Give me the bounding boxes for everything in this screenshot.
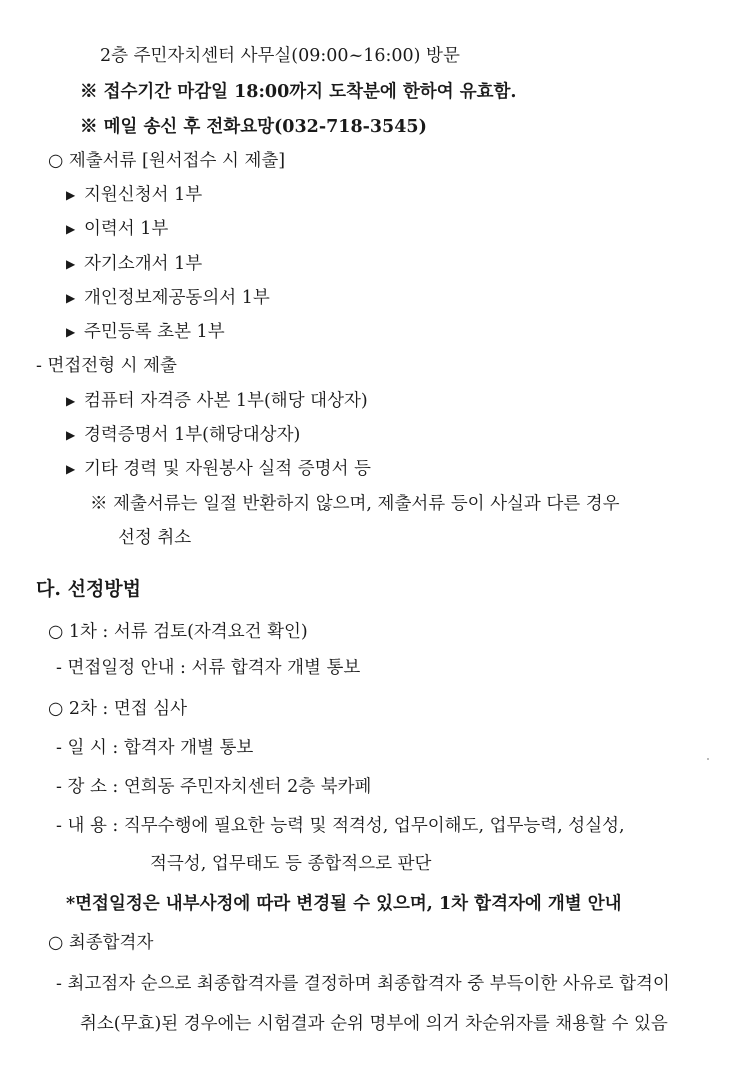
triangle-bullet-icon: ▶ [66, 222, 76, 236]
docs-note-line2: 선정 취소 [118, 528, 192, 548]
stage2-place-line: - 장 소 : 연희동 주민자치센터 2층 북카페 [56, 777, 372, 797]
docs-item: ▶ 이력서 1부 [66, 219, 169, 239]
docs-item: ▶ 자기소개서 1부 [66, 254, 203, 274]
interview-item: ▶ 컴퓨터 자격증 사본 1부(해당 대상자) [66, 391, 368, 411]
stage1-line: ○ 1차 : 서류 검토(자격요건 확인) [48, 622, 308, 642]
schedule-note: *면접일정은 내부사정에 따라 변경될 수 있으며, 1차 합격자에 개별 안내 [66, 894, 622, 914]
triangle-bullet-icon: ▶ [66, 462, 76, 476]
final-line2: 취소(무효)된 경우에는 시험결과 순위 명부에 의거 차순위자를 채용할 수 있음 [80, 1014, 668, 1034]
stage2-content-line1: - 내 용 : 직무수행에 필요한 능력 및 적격성, 업무이해도, 업무능력, 성실성, [56, 816, 625, 836]
stage2-date-line: - 일 시 : 합격자 개별 통보 [56, 738, 254, 758]
triangle-bullet-icon: ▶ [66, 188, 76, 202]
scan-speck [707, 758, 709, 760]
triangle-bullet-icon: ▶ [66, 325, 76, 339]
docs-item: ▶ 지원신청서 1부 [66, 185, 203, 205]
docs-header: ○ 제출서류 [원서접수 시 제출] [48, 151, 286, 171]
stage2-content-line2: 적극성, 업무태도 등 종합적으로 판단 [150, 854, 432, 874]
deadline-note: ※ 접수기간 마감일 18:00까지 도착분에 한하여 유효함. [80, 82, 517, 102]
interview-header: - 면접전형 시 제출 [36, 356, 177, 376]
email-note: ※ 메일 송신 후 전화요망(032-718-3545) [80, 117, 427, 137]
triangle-bullet-icon: ▶ [66, 257, 76, 271]
triangle-bullet-icon: ▶ [66, 291, 76, 305]
final-header: ○ 최종합격자 [48, 933, 154, 953]
section-title: 다. 선정방법 [36, 578, 141, 600]
docs-item: ▶ 개인정보제공동의서 1부 [66, 288, 270, 308]
docs-note-line1: ※ 제출서류는 일절 반환하지 않으며, 제출서류 등이 사실과 다른 경우 [90, 494, 620, 514]
stage2-line: ○ 2차 : 면접 심사 [48, 699, 188, 719]
triangle-bullet-icon: ▶ [66, 428, 76, 442]
interview-item: ▶ 경력증명서 1부(해당대상자) [66, 425, 301, 445]
visit-line: 2층 주민자치센터 사무실(09:00~16:00) 방문 [100, 46, 460, 66]
stage1-sub-line: - 면접일정 안내 : 서류 합격자 개별 통보 [56, 658, 361, 678]
docs-item: ▶ 주민등록 초본 1부 [66, 322, 225, 342]
triangle-bullet-icon: ▶ [66, 394, 76, 408]
final-line1: - 최고점자 순으로 최종합격자를 결정하며 최종합격자 중 부득이한 사유로 합격이 [56, 974, 670, 994]
interview-item: ▶ 기타 경력 및 자원봉사 실적 증명서 등 [66, 459, 371, 479]
